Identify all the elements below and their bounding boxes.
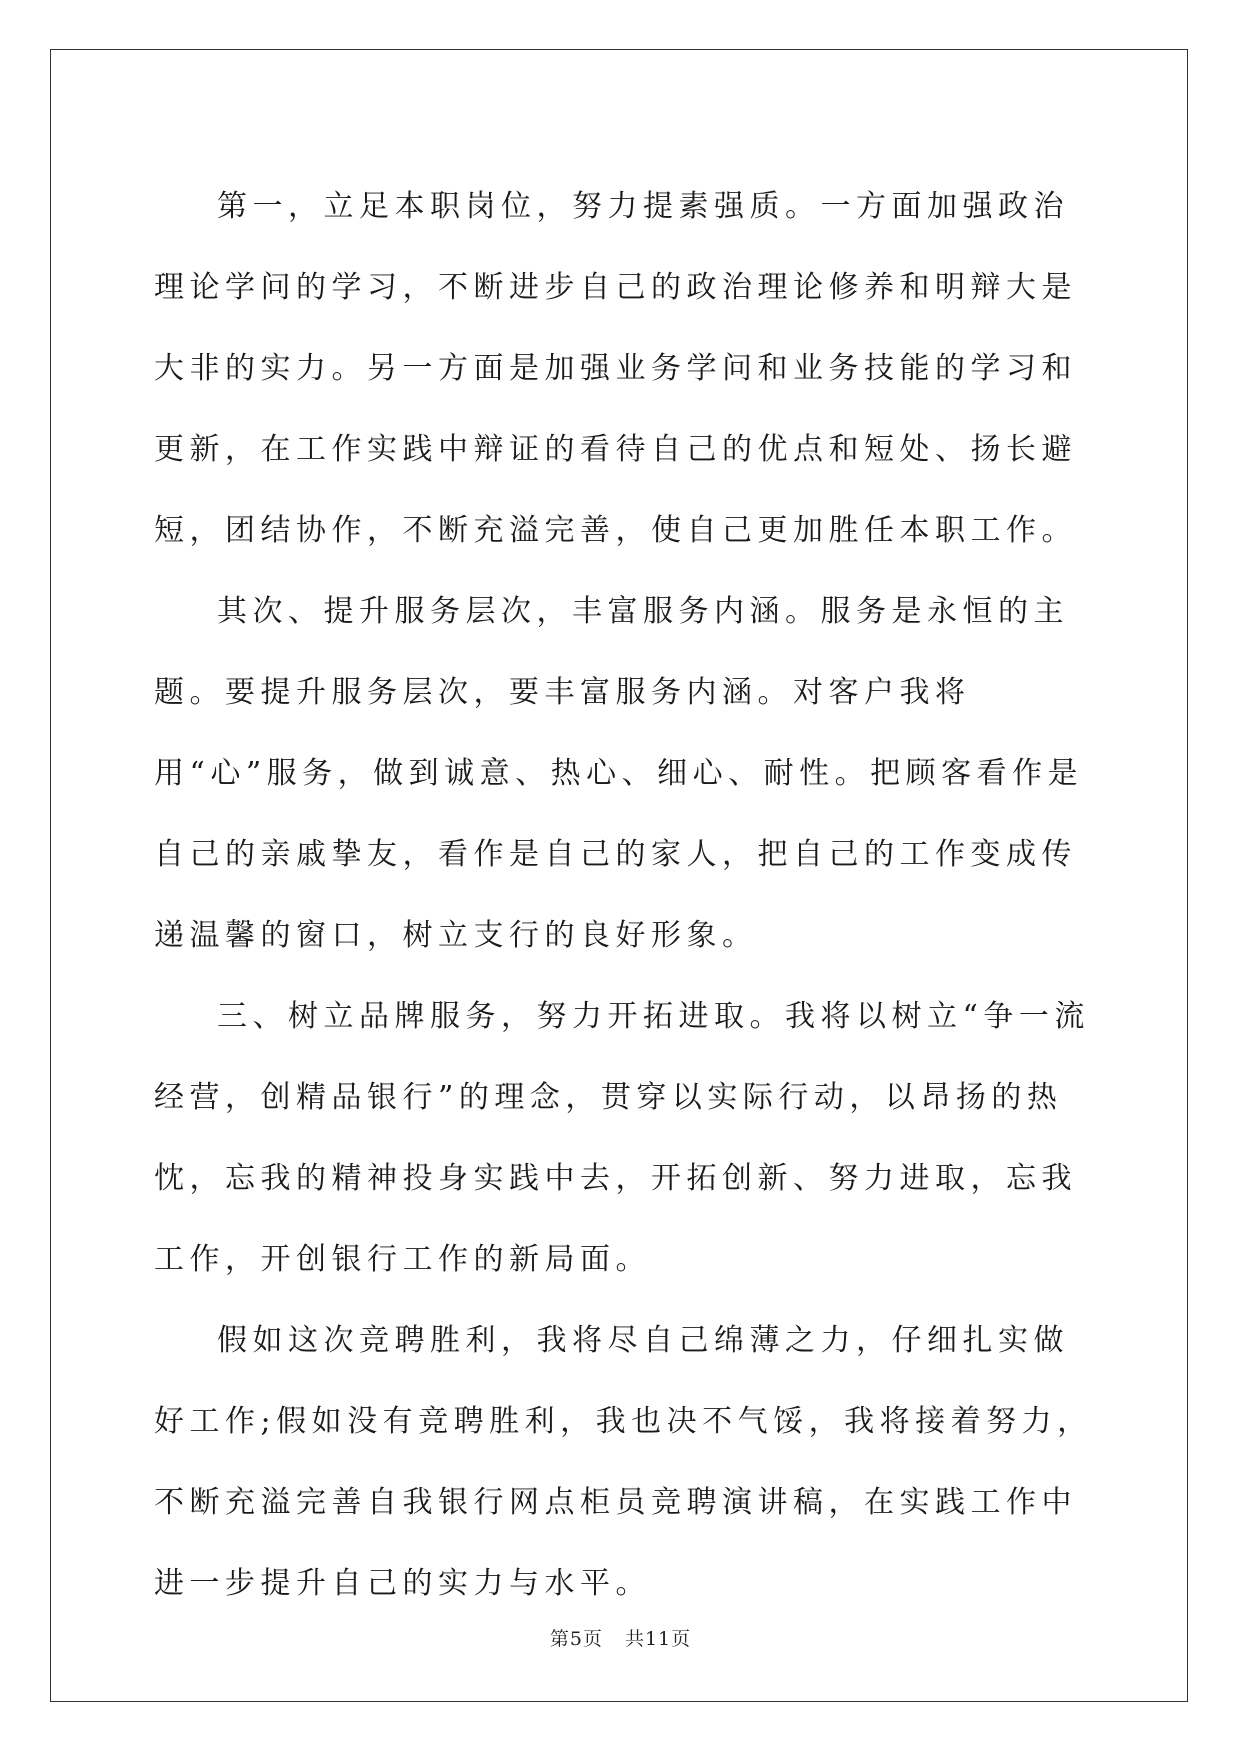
page-footer <box>0 1624 1241 1651</box>
paragraph-4: 假如这次竞聘胜利，我将尽自己绵薄之力，仔细扎实做好工作;假如没有竞聘胜利，我也决不气馁，我将接着努力，不断充溢完善自我银行网点柜员竞聘演讲稿，在实践工作中进一步提升自己的实力与水平。 <box>154 1323 1093 1601</box>
paragraph-1: 第一，立足本职岗位，努力提素强质。一方面加强政治理论学问的学习，不断进步自己的政治理论修养和明辩大是大非的实力。另一方面是加强业务学问和业务技能的学习和更新，在工作实践中辩证的看待自己的优点和短处、扬长避短，团结协作，不断充溢完善，使自己更加胜任本职工作。 <box>154 189 1077 548</box>
page-total: 共11页 <box>624 1628 692 1650</box>
paragraph-3: 三、树立品牌服务，努力开拓进取。我将以树立“争一流经营，创精品银行”的理念，贯穿以实际行动，以昂扬的热忱，忘我的精神投身实践中去，开拓创新、努力进取，忘我工作，开创银行工作的新局面。 <box>154 999 1090 1277</box>
page-number: 第5页 <box>549 1628 603 1650</box>
paragraph-2: 其次、提升服务层次，丰富服务内涵。服务是永恒的主题。要提升服务层次，要丰富服务内涵。对客户我将用“心”服务，做到诚意、热心、细心、耐性。把顾客看作是自己的亲戚挚友，看作是自己的家人，把自己的工作变成传递温馨的窗口，树立支行的良好形象。 <box>154 594 1084 953</box>
document-body <box>154 166 1094 1624</box>
